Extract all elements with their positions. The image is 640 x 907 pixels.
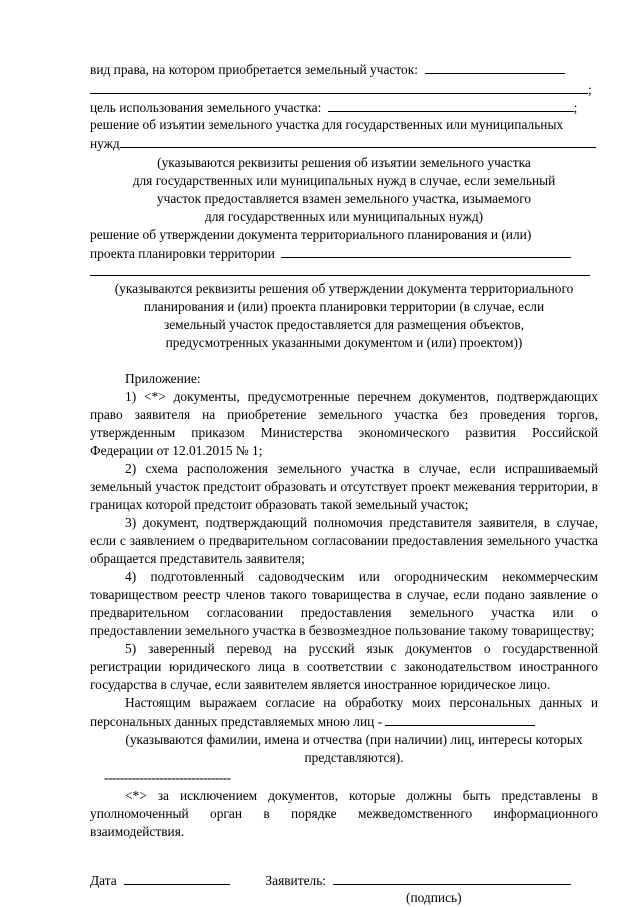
planning-note-line: (указываются реквизиты решения об утверждении документа территориального bbox=[114, 281, 574, 296]
document-page bbox=[90, 60, 598, 907]
date-field[interactable] bbox=[124, 871, 230, 885]
planning-label-2: проекта планировки территории bbox=[90, 246, 275, 261]
footnote-text: <*> за исключением документов, которые должны быть представлены в уполномоченный орган в порядке межведомственного информационного взаимодействия. bbox=[90, 788, 598, 839]
appendix-item-2: 2) схема расположения земельного участка в случае, если испрашиваемый земельный участок предстоит образовать и отсутствует проект межевания территории, в границах которой предстоит образовать такой земельный участок; bbox=[90, 461, 598, 512]
applicant-label: Заявитель: bbox=[265, 873, 327, 888]
appendix-item-4: 4) подготовленный садоводческим или огородническим некоммерческим товариществом реестр членов такого товарищества в случае, если подано заявление о предварительном согласовании предоставления земельного участка или о предоставлении земельного участка в безвозмездное пользование такому товариществу; bbox=[90, 569, 598, 638]
appendix-item-3: 3) документ, подтверждающий полномочия представителя заявителя, в случае, если с заявлением о предварительном согласовании предоставления земельного участка обращается представитель заявителя; bbox=[90, 515, 598, 566]
right-type-label: вид права, на котором приобретается земельный участок: bbox=[90, 62, 418, 77]
planning-field-2[interactable] bbox=[90, 262, 590, 276]
planning-note-line: земельный участок предоставляется для размещения объектов, bbox=[163, 317, 525, 332]
seizure-field[interactable] bbox=[120, 134, 596, 148]
appendix-title: Приложение: bbox=[125, 371, 201, 386]
right-type-row bbox=[90, 60, 598, 80]
appendix-item-1: 1) <*> документы, предусмотренные перечнем документов, подтверждающих право заявителя на приобретение земельного участка без проведения торгов, утвержденным приказом Министерства экономического развития Российской Федерации от 12.01.2015 № 1; bbox=[90, 389, 598, 458]
planning-note bbox=[90, 280, 598, 352]
signature-block bbox=[90, 871, 598, 907]
seizure-note-line: (указываются реквизиты решения об изъятии земельного участка bbox=[157, 155, 531, 170]
consent-field[interactable] bbox=[385, 712, 535, 726]
right-type-field[interactable] bbox=[425, 60, 565, 74]
signature-row bbox=[90, 871, 598, 889]
purpose-row bbox=[90, 98, 598, 116]
appendix-item-5: 5) заверенный перевод на русский язык документов о государственной регистрации юридического лица в соответствии с законодательством иностранного государства в случае, если заявителем является иностранное юридическое лицо. bbox=[90, 641, 598, 692]
applicant-signature-field[interactable] bbox=[333, 871, 571, 885]
seizure-note-line: участок предоставляется взамен земельного участка, изымаемого bbox=[156, 191, 532, 206]
planning-note-line: предусмотренных указанными документом и (или) проектом)) bbox=[165, 335, 523, 350]
planning-field-row-2 bbox=[90, 262, 598, 278]
planning-row-1: решение об утверждении документа территориального планирования и (или) bbox=[90, 227, 532, 242]
footnote-rule: -------------------------------- bbox=[104, 770, 231, 785]
consent-label: Настоящим выражаем согласие на обработку моих персональных данных и персональных данных представляемых мною лиц - bbox=[90, 695, 598, 729]
right-type-field-2[interactable] bbox=[90, 80, 588, 94]
planning-note-line: планирования и (или) проекта планировки территории (в случае, если bbox=[143, 299, 545, 314]
seizure-note bbox=[90, 154, 598, 226]
purpose-label: цель использования земельного участка: bbox=[90, 100, 322, 115]
footnote bbox=[90, 769, 598, 841]
signature-caption: (подпись) bbox=[406, 890, 462, 905]
date-label: Дата bbox=[90, 873, 117, 888]
planning-field[interactable] bbox=[281, 244, 571, 258]
seizure-label-2: нужд bbox=[90, 136, 120, 151]
consent-note: (указываются фамилии, имена и отчества (при наличии) лиц, интересы которых представляются). bbox=[125, 732, 583, 765]
purpose-semicolon: ; bbox=[573, 100, 578, 115]
seizure-row-2 bbox=[90, 134, 598, 152]
consent-text bbox=[90, 694, 598, 731]
seizure-note-line: для государственных или муниципальных нужд в случае, если земельный bbox=[132, 173, 556, 188]
seizure-note-line: для государственных или муниципальных нужд) bbox=[204, 209, 484, 224]
planning-row-2 bbox=[90, 244, 598, 262]
semicolon: ; bbox=[588, 82, 592, 97]
seizure-row-1: решение об изъятии земельного участка для государственных или муниципальных bbox=[90, 117, 564, 132]
right-type-continuation bbox=[90, 80, 598, 98]
appendix bbox=[90, 370, 598, 767]
purpose-field[interactable] bbox=[328, 98, 574, 112]
